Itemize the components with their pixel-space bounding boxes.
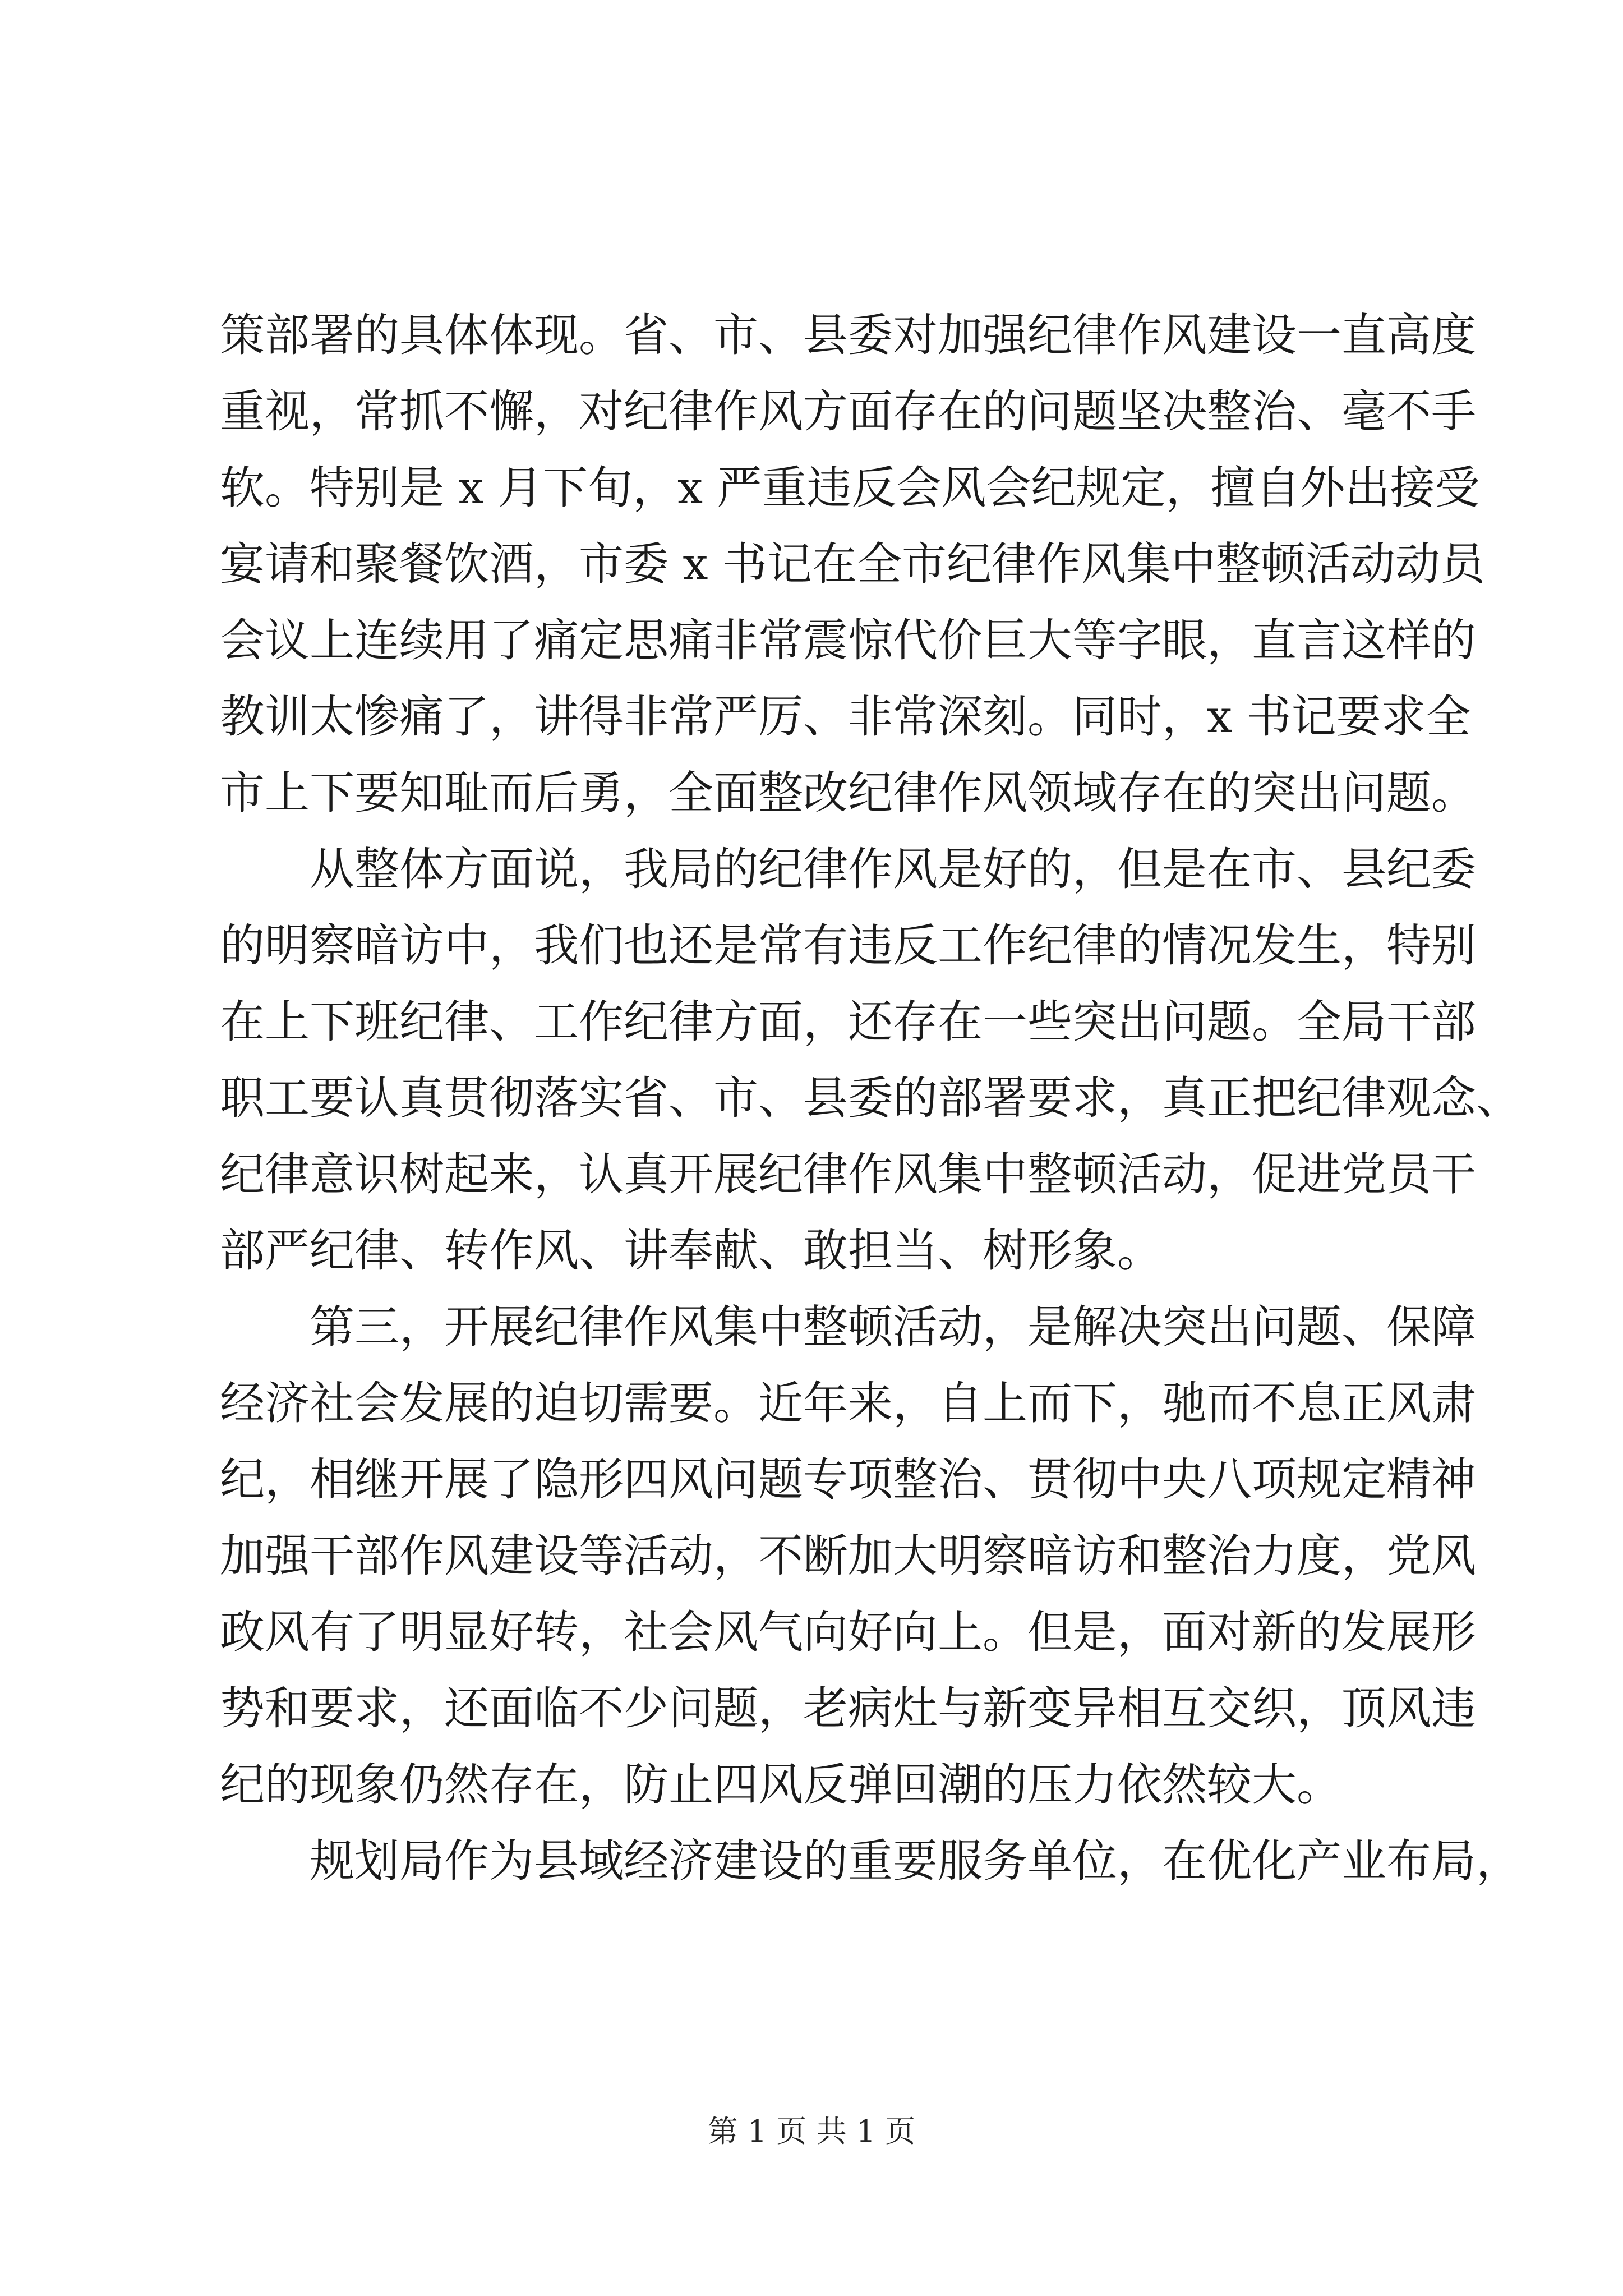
text-line: 纪律意识树起来，认真开展纪律作风集中整顿活动，促进党员干: [220, 1148, 1476, 1200]
paragraph-first-line: 从整体方面说，我局的纪律作风是好的，但是在市、县纪委: [310, 843, 1476, 895]
text-line: 政风有了明显好转，社会风气向好向上。但是，面对新的发展形: [220, 1606, 1476, 1658]
text-line: 教训太惨痛了，讲得非常严厉、非常深刻。同时，x 书记要求全: [220, 691, 1471, 743]
page-footer: 第 1 页 共 1 页: [707, 2114, 916, 2149]
text-line: 经济社会发展的迫切需要。近年来，自上而下，驰而不息正风肃: [220, 1377, 1476, 1429]
text-line: 在上下班纪律、工作纪律方面，还存在一些突出问题。全局干部: [220, 996, 1476, 1048]
text-line: 职工要认真贯彻落实省、市、县委的部署要求，真正把纪律观念、: [220, 1072, 1521, 1124]
text-line: 策部署的具体体现。省、市、县委对加强纪律作风建设一直高度: [220, 309, 1476, 361]
text-line: 纪，相继开展了隐形四风问题专项整治、贯彻中央八项规定精神: [220, 1453, 1476, 1506]
text-line: 加强干部作风建设等活动，不断加大明察暗访和整治力度，党风: [220, 1530, 1476, 1582]
paragraph-last-line: 纪的现象仍然存在，防止四风反弹回潮的压力依然较大。: [220, 1759, 1341, 1811]
text-line: 宴请和聚餐饮酒，市委 x 书记在全市纪律作风集中整顿活动动员: [220, 538, 1485, 590]
text-line: 会议上连续用了痛定思痛非常震惊代价巨大等字眼，直言这样的: [220, 614, 1476, 666]
document-body: [220, 297, 1521, 1899]
paragraph-first-line: 规划局作为县域经济建设的重要服务单位，在优化产业布局，: [310, 1835, 1521, 1887]
paragraph-first-line: 第三，开展纪律作风集中整顿活动，是解决突出问题、保障: [310, 1301, 1476, 1353]
text-line: 重视，常抓不懈，对纪律作风方面存在的问题坚决整治、毫不手: [220, 385, 1476, 438]
text-line: 的明察暗访中，我们也还是常有违反工作纪律的情况发生，特别: [220, 919, 1476, 972]
text-line: 势和要求，还面临不少问题，老病灶与新变异相互交织，顶风违: [220, 1682, 1476, 1734]
text-line: 软。特别是 x 月下旬，x 严重违反会风会纪规定，擅自外出接受: [220, 462, 1480, 514]
text-line: 市上下要知耻而后勇，全面整改纪律作风领域存在的突出问题。: [220, 767, 1476, 819]
paragraph-last-line: 部严纪律、转作风、讲奉献、敢担当、树形象。: [220, 1225, 1162, 1277]
